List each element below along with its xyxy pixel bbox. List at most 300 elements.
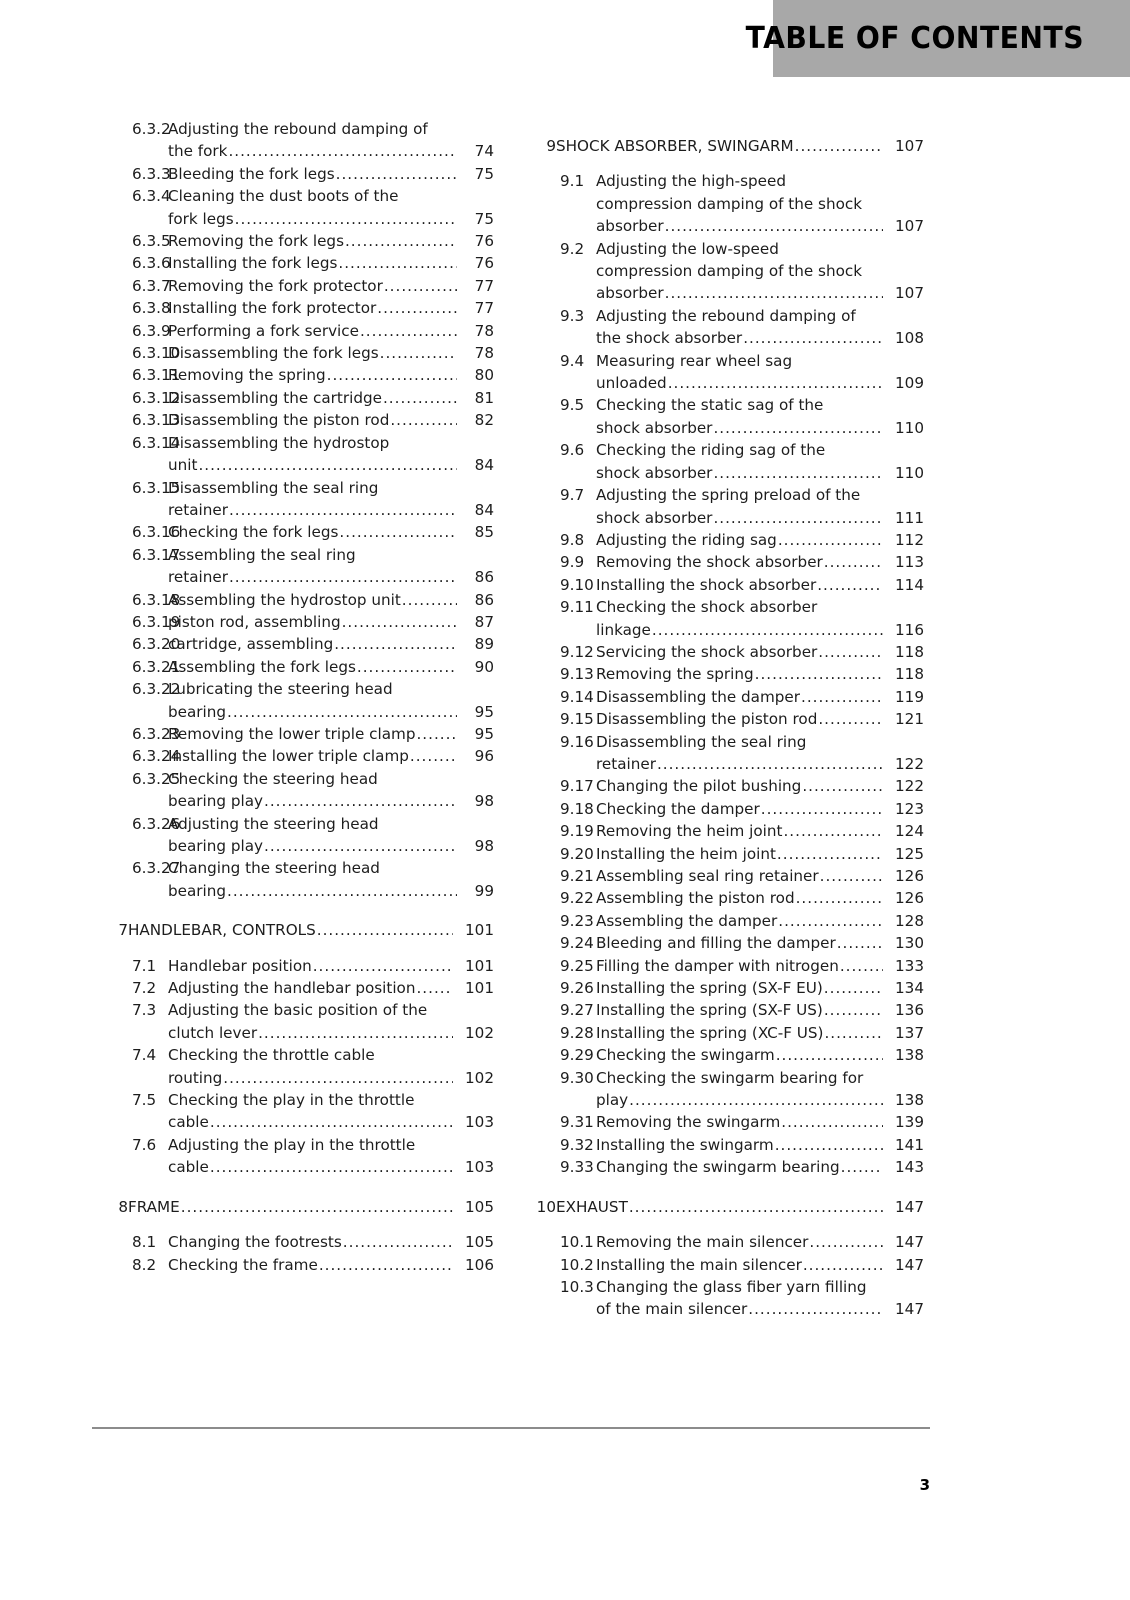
- toc-entry-line: [596, 439, 924, 461]
- toc-column-right: [520, 118, 924, 1321]
- toc-entry[interactable]: [520, 596, 924, 641]
- toc-page-number: 85: [474, 523, 494, 542]
- toc-entry-body: [168, 409, 494, 431]
- toc-entry-line: [596, 865, 924, 887]
- toc-entry[interactable]: [520, 1067, 924, 1112]
- toc-entry[interactable]: [520, 484, 924, 529]
- toc-entry[interactable]: [520, 887, 924, 909]
- toc-entry-title: Checking the swingarm: [596, 1046, 775, 1065]
- toc-entry-number: 7.3: [132, 1001, 157, 1020]
- toc-entry[interactable]: [520, 1044, 924, 1066]
- toc-entry[interactable]: [520, 663, 924, 685]
- toc-entry-line: [596, 753, 924, 775]
- toc-entry-number: 9.19: [560, 822, 594, 841]
- toc-page-number: 108: [895, 329, 924, 348]
- toc-entry-line: [596, 215, 924, 237]
- toc-chapter-entry[interactable]: [92, 919, 494, 941]
- toc-entry-title: Changing the steering head: [168, 859, 380, 878]
- toc-entry-line: [596, 574, 924, 596]
- toc-entry[interactable]: [520, 1134, 924, 1156]
- toc-entry[interactable]: [92, 1089, 494, 1134]
- toc-leader-dots: [629, 1196, 883, 1218]
- toc-entry-line: [168, 835, 494, 857]
- toc-entry-title: bearing play: [168, 837, 264, 855]
- toc-page-number: 119: [895, 687, 924, 706]
- toc-entry[interactable]: [520, 955, 924, 977]
- toc-page-number: 84: [474, 500, 494, 519]
- toc-entry-line: [596, 932, 924, 954]
- toc-entry[interactable]: [92, 1254, 494, 1276]
- toc-entry[interactable]: [92, 656, 494, 678]
- toc-entry-number: 6.3.11: [132, 366, 181, 385]
- toc-entry-body: [128, 1196, 494, 1218]
- toc-entry-line: [168, 1089, 494, 1111]
- toc-entry-number: 9.15: [560, 710, 594, 729]
- toc-leader-dots: [343, 1231, 453, 1253]
- toc-entry-body: [168, 857, 494, 902]
- toc-entry-line: [168, 409, 494, 431]
- toc-entry-line: [168, 387, 494, 409]
- toc-leader-dots: [796, 887, 883, 909]
- toc-page-number: 77: [474, 299, 494, 318]
- toc-entry-body: [596, 170, 924, 237]
- toc-entry-line: [596, 910, 924, 932]
- toc-page-number: 123: [895, 799, 924, 818]
- toc-entry-body: [168, 297, 494, 319]
- toc-entry-line: [596, 641, 924, 663]
- toc-entry-body: [596, 1022, 924, 1044]
- toc-page-number: 76: [474, 254, 494, 273]
- toc-entry-title: Measuring rear wheel sag: [596, 351, 793, 370]
- toc-chapter-entry[interactable]: [520, 135, 924, 157]
- toc-entry-line: [168, 1022, 494, 1044]
- toc-entry[interactable]: [520, 775, 924, 797]
- toc-entry[interactable]: [520, 708, 924, 730]
- toc-entry-title: Removing the swingarm: [596, 1113, 781, 1132]
- toc-entry-line: [168, 118, 494, 140]
- toc-entry[interactable]: [92, 589, 494, 611]
- toc-entry-line: [168, 977, 494, 999]
- toc-entry-body: [596, 686, 924, 708]
- toc-entry-line: [168, 723, 494, 745]
- toc-page-number: 136: [895, 1001, 924, 1020]
- toc-entry-title: Assembling seal ring retainer: [596, 867, 819, 885]
- toc-entry[interactable]: [520, 932, 924, 954]
- toc-entry-title: Adjusting the riding sag: [596, 530, 777, 549]
- toc-entry-title: Adjusting the rebound damping of: [168, 120, 428, 138]
- toc-entry-line: [168, 1111, 494, 1133]
- toc-entry[interactable]: [520, 731, 924, 776]
- toc-entry-line: [168, 499, 494, 521]
- toc-page-number: 147: [895, 1300, 924, 1319]
- toc-leader-dots: [783, 820, 883, 842]
- toc-entry[interactable]: [92, 768, 494, 813]
- toc-leader-dots: [824, 977, 883, 999]
- toc-entry[interactable]: [92, 342, 494, 364]
- toc-entry[interactable]: [92, 633, 494, 655]
- toc-entry-number: 9.24: [560, 934, 594, 953]
- toc-entry-body: [168, 387, 494, 409]
- toc-entry-title: Removing the fork protector: [168, 276, 383, 295]
- toc-entry-body: [596, 843, 924, 865]
- toc-entry-line: [596, 350, 924, 372]
- toc-entry-line: [596, 1089, 924, 1111]
- toc-entry-body: [168, 544, 494, 589]
- page-number: 3: [919, 1476, 930, 1494]
- toc-leader-dots: [410, 745, 457, 767]
- toc-page-number: 111: [895, 508, 924, 527]
- toc-entry-line: [168, 544, 494, 566]
- toc-entry[interactable]: [92, 1044, 494, 1089]
- toc-entry-body: [556, 1196, 924, 1218]
- toc-leader-dots: [761, 798, 883, 820]
- toc-entry[interactable]: [520, 977, 924, 999]
- toc-entry-body: [596, 350, 924, 395]
- toc-page-number: 87: [474, 612, 494, 631]
- toc-entry-line: [168, 611, 494, 633]
- toc-entry[interactable]: [520, 1022, 924, 1044]
- toc-entry-line: [596, 820, 924, 842]
- toc-entry-body: [168, 977, 494, 999]
- toc-entry-title: Changing the swingarm bearing: [596, 1158, 840, 1177]
- toc-page-number: 84: [474, 456, 494, 475]
- toc-page-number: 105: [465, 1197, 494, 1216]
- toc-entry-title: SHOCK ABSORBER, SWINGARM: [556, 137, 794, 155]
- toc-leader-dots: [665, 282, 883, 304]
- toc-entry-number: 6.3.23: [132, 724, 181, 743]
- toc-entry-title: Cleaning the dust boots of the: [168, 187, 399, 206]
- toc-page-number: 138: [895, 1091, 924, 1110]
- toc-entry-body: [168, 432, 494, 477]
- toc-entry-body: [168, 745, 494, 767]
- toc-entry-number: 6.3.16: [132, 523, 181, 542]
- toc-entry[interactable]: [92, 230, 494, 252]
- toc-entry[interactable]: [520, 641, 924, 663]
- toc-leader-dots: [817, 574, 883, 596]
- toc-leader-dots: [824, 551, 883, 573]
- toc-entry[interactable]: [520, 574, 924, 596]
- toc-entry[interactable]: [520, 843, 924, 865]
- toc-leader-dots: [210, 1156, 453, 1178]
- toc-chapter-entry[interactable]: [520, 1196, 924, 1218]
- toc-leader-dots: [818, 708, 883, 730]
- toc-entry[interactable]: [520, 1231, 924, 1253]
- toc-entry[interactable]: [520, 910, 924, 932]
- toc-entry-line: [596, 663, 924, 685]
- toc-entry[interactable]: [520, 350, 924, 395]
- toc-entry-line: [168, 163, 494, 185]
- toc-leader-dots: [264, 835, 457, 857]
- toc-entry[interactable]: [520, 238, 924, 305]
- toc-entry-line: [168, 1067, 494, 1089]
- toc-entry[interactable]: [92, 252, 494, 274]
- toc-entry-body: [168, 118, 494, 163]
- toc-entry-number: 6.3.7: [132, 276, 171, 295]
- toc-entry-line: [596, 260, 924, 282]
- toc-entry-body: [168, 477, 494, 522]
- toc-entry-line: [596, 305, 924, 327]
- toc-entry-number: 9.8: [560, 530, 585, 549]
- toc-entry-title: retainer: [168, 568, 228, 587]
- toc-page-number: 107: [895, 284, 924, 303]
- toc-entry-title: Bleeding the fork legs: [168, 164, 335, 183]
- toc-leader-dots: [181, 1196, 453, 1218]
- toc-leader-dots: [777, 843, 883, 865]
- toc-entry-title: Changing the pilot bushing: [596, 777, 802, 796]
- toc-entry-number: 6.3.15: [132, 478, 181, 497]
- toc-entry-number: 9.5: [560, 396, 585, 415]
- toc-entry-line: [596, 596, 924, 618]
- toc-entry-title: piston rod, assembling: [168, 612, 341, 631]
- toc-leader-dots: [824, 999, 883, 1021]
- toc-page-number: 80: [474, 366, 494, 385]
- toc-entry-number: 9.16: [560, 732, 594, 751]
- toc-entry-title: Disassembling the cartridge: [168, 388, 382, 407]
- toc-entry-title: routing: [168, 1068, 223, 1087]
- toc-leader-dots: [342, 611, 457, 633]
- toc-entry[interactable]: [92, 1231, 494, 1253]
- toc-entry[interactable]: [92, 955, 494, 977]
- toc-page-number: 107: [895, 137, 924, 155]
- toc-entry[interactable]: [92, 999, 494, 1044]
- toc-page-number: 109: [895, 374, 924, 393]
- toc-entry-title: Removing the lower triple clamp: [168, 724, 416, 743]
- toc-entry[interactable]: [520, 1254, 924, 1276]
- toc-leader-dots: [775, 1134, 883, 1156]
- toc-entry-body: [596, 574, 924, 596]
- toc-leader-dots: [390, 409, 457, 431]
- toc-entry-title: Adjusting the high-speed: [596, 172, 787, 191]
- toc-page-number: 96: [474, 747, 494, 766]
- toc-entry-title: Removing the fork legs: [168, 232, 344, 251]
- toc-entry[interactable]: [520, 529, 924, 551]
- toc-page-number: 103: [465, 1113, 494, 1132]
- toc-entry-title: Adjusting the spring preload of the: [596, 486, 861, 505]
- toc-entry-line: [596, 170, 924, 192]
- toc-entry[interactable]: [92, 723, 494, 745]
- toc-page-number: 75: [474, 209, 494, 228]
- toc-entry[interactable]: [520, 1111, 924, 1133]
- toc-entry[interactable]: [520, 170, 924, 237]
- toc-entry-line: [168, 320, 494, 342]
- toc-entry-title: Installing the lower triple clamp: [168, 747, 409, 766]
- toc-entry-body: [596, 887, 924, 909]
- toc-entry-number: 7.1: [132, 956, 157, 975]
- toc-entry-title: Changing the footrests: [168, 1233, 342, 1252]
- toc-entry[interactable]: [520, 1276, 924, 1321]
- toc-entry-title: bearing: [168, 881, 227, 900]
- toc-entry-number: 10: [536, 1197, 556, 1216]
- toc-entry-number: 9.6: [560, 441, 585, 460]
- toc-entry-body: [168, 230, 494, 252]
- toc-entry-body: [596, 551, 924, 573]
- toc-entry-number: 9.32: [560, 1135, 594, 1154]
- toc-leader-dots: [235, 208, 457, 230]
- toc-entry-number: 9.13: [560, 665, 594, 684]
- toc-entry-line: [596, 1044, 924, 1066]
- toc-entry-line: [596, 238, 924, 260]
- toc-leader-dots: [416, 977, 453, 999]
- toc-leader-dots: [336, 163, 457, 185]
- toc-leader-dots: [360, 320, 457, 342]
- toc-entry[interactable]: [520, 1156, 924, 1178]
- toc-entry-title: Bleeding and filling the damper: [596, 934, 836, 953]
- toc-entry-title: unit: [168, 456, 198, 475]
- toc-entry-body: [168, 342, 494, 364]
- toc-page-number: 101: [465, 979, 494, 998]
- toc-entry[interactable]: [92, 477, 494, 522]
- toc-entry-number: 7.4: [132, 1046, 157, 1065]
- toc-entry-body: [168, 768, 494, 813]
- toc-entry[interactable]: [92, 813, 494, 858]
- toc-entry[interactable]: [92, 275, 494, 297]
- toc-entry[interactable]: [92, 163, 494, 185]
- toc-leader-dots: [416, 723, 457, 745]
- toc-entry-line: [168, 589, 494, 611]
- toc-page-number: 143: [895, 1158, 924, 1177]
- toc-entry[interactable]: [520, 394, 924, 439]
- toc-entry-number: 6.3.14: [132, 433, 181, 452]
- toc-entry[interactable]: [92, 364, 494, 386]
- toc-entry-number: 10.2: [560, 1255, 594, 1274]
- toc-entry-body: [596, 1254, 924, 1276]
- toc-entry[interactable]: [92, 1134, 494, 1179]
- toc-entry-line: [168, 745, 494, 767]
- toc-entry-title: Installing the fork legs: [168, 254, 338, 273]
- toc-entry-title: Disassembling the hydrostop: [168, 433, 390, 452]
- toc-entry-body: [596, 977, 924, 999]
- toc-leader-dots: [227, 880, 457, 902]
- toc-entry[interactable]: [92, 387, 494, 409]
- toc-leader-dots: [313, 955, 453, 977]
- toc-entry[interactable]: [92, 678, 494, 723]
- toc-leader-dots: [795, 135, 883, 157]
- toc-entry-line: [168, 140, 494, 162]
- toc-entry[interactable]: [92, 544, 494, 589]
- toc-leader-dots: [778, 529, 883, 551]
- toc-entry[interactable]: [92, 320, 494, 342]
- toc-entry[interactable]: [520, 686, 924, 708]
- toc-entry[interactable]: [520, 865, 924, 887]
- toc-page-number: 110: [895, 418, 924, 437]
- toc-entry[interactable]: [92, 977, 494, 999]
- toc-page-number: 75: [474, 164, 494, 183]
- toc-entry[interactable]: [520, 439, 924, 484]
- toc-entry[interactable]: [92, 409, 494, 431]
- toc-entry-number: 6.3.24: [132, 747, 181, 766]
- toc-page-number: 147: [895, 1197, 924, 1216]
- toc-entry-body: [596, 999, 924, 1021]
- toc-entry-number: 6.3.10: [132, 344, 181, 363]
- toc-page-number: 74: [474, 142, 494, 161]
- toc-entry-title: Disassembling the piston rod: [596, 710, 818, 729]
- toc-entry-title: Assembling the hydrostop unit: [168, 590, 401, 609]
- toc-entry[interactable]: [520, 551, 924, 573]
- toc-leader-dots: [264, 790, 457, 812]
- toc-entry-title: Adjusting the handlebar position: [168, 979, 416, 998]
- toc-entry-title: Servicing the shock absorber: [596, 642, 818, 661]
- toc-entry[interactable]: [92, 745, 494, 767]
- toc-entry[interactable]: [92, 611, 494, 633]
- toc-entry-line: [596, 394, 924, 416]
- toc-entry-line: [596, 1067, 924, 1089]
- toc-leader-dots: [665, 215, 883, 237]
- toc-entry-line: [168, 857, 494, 879]
- toc-entry[interactable]: [92, 521, 494, 543]
- toc-entry-number: 6.3.12: [132, 388, 181, 407]
- toc-leader-dots: [319, 1254, 453, 1276]
- toc-entry-line: [168, 185, 494, 207]
- toc-entry-line: [596, 708, 924, 730]
- toc-entry-line: [596, 507, 924, 529]
- toc-leader-dots: [657, 753, 883, 775]
- toc-entry-title: Lubricating the steering head: [168, 680, 393, 699]
- toc-leader-dots: [629, 1089, 883, 1111]
- toc-entry-body: [596, 238, 924, 305]
- toc-entry-number: 8.2: [132, 1255, 157, 1274]
- toc-entry-number: 6.3.13: [132, 411, 181, 430]
- toc-entry-body: [168, 275, 494, 297]
- toc-entry[interactable]: [520, 999, 924, 1021]
- toc-entry-body: [596, 596, 924, 641]
- toc-leader-dots: [377, 297, 457, 319]
- toc-entry-title: Changing the glass fiber yarn filling: [596, 1277, 867, 1296]
- toc-entry-line: [168, 454, 494, 476]
- toc-entry[interactable]: [92, 185, 494, 230]
- toc-page-number: 122: [895, 777, 924, 796]
- toc-entry-body: [168, 163, 494, 185]
- toc-leader-dots: [668, 372, 883, 394]
- toc-entry-line: [596, 529, 924, 551]
- toc-entry-line: [596, 619, 924, 641]
- toc-entry-body: [596, 1156, 924, 1178]
- toc-entry-line: [128, 1196, 494, 1218]
- toc-entry-title: Assembling the fork legs: [168, 657, 356, 676]
- toc-entry-line: [596, 551, 924, 573]
- toc-entry-number: 9.10: [560, 575, 594, 594]
- toc-page-number: 128: [895, 911, 924, 930]
- toc-entry[interactable]: [520, 798, 924, 820]
- toc-entry[interactable]: [92, 857, 494, 902]
- toc-entry-body: [596, 529, 924, 551]
- toc-entry-number: 9.27: [560, 1001, 594, 1020]
- toc-entry-body: [596, 1111, 924, 1133]
- toc-entry-body: [596, 305, 924, 350]
- toc-entry-title: Adjusting the steering head: [168, 814, 379, 833]
- toc-entry-title: cable: [168, 1158, 209, 1177]
- toc-entry-number: 6.3.17: [132, 545, 181, 564]
- toc-chapter-entry[interactable]: [92, 1196, 494, 1218]
- toc-entry-body: [168, 1254, 494, 1276]
- toc-leader-dots: [338, 252, 457, 274]
- toc-entry-body: [596, 708, 924, 730]
- toc-entry-number: 6.3.3: [132, 164, 171, 183]
- toc-entry[interactable]: [92, 118, 494, 163]
- toc-entry-title: Adjusting the play in the throttle: [168, 1135, 416, 1154]
- toc-page-number: 130: [895, 934, 924, 953]
- toc-entry[interactable]: [92, 432, 494, 477]
- toc-entry[interactable]: [92, 297, 494, 319]
- toc-entry-body: [596, 820, 924, 842]
- toc-leader-dots: [743, 327, 883, 349]
- toc-entry-number: 9.2: [560, 239, 585, 258]
- toc-entry-line: [168, 790, 494, 812]
- toc-entry-number: 9.3: [560, 306, 585, 325]
- toc-entry[interactable]: [520, 305, 924, 350]
- toc-entry-number: 9.33: [560, 1158, 594, 1177]
- toc-page-number: 86: [474, 568, 494, 587]
- toc-entry[interactable]: [520, 820, 924, 842]
